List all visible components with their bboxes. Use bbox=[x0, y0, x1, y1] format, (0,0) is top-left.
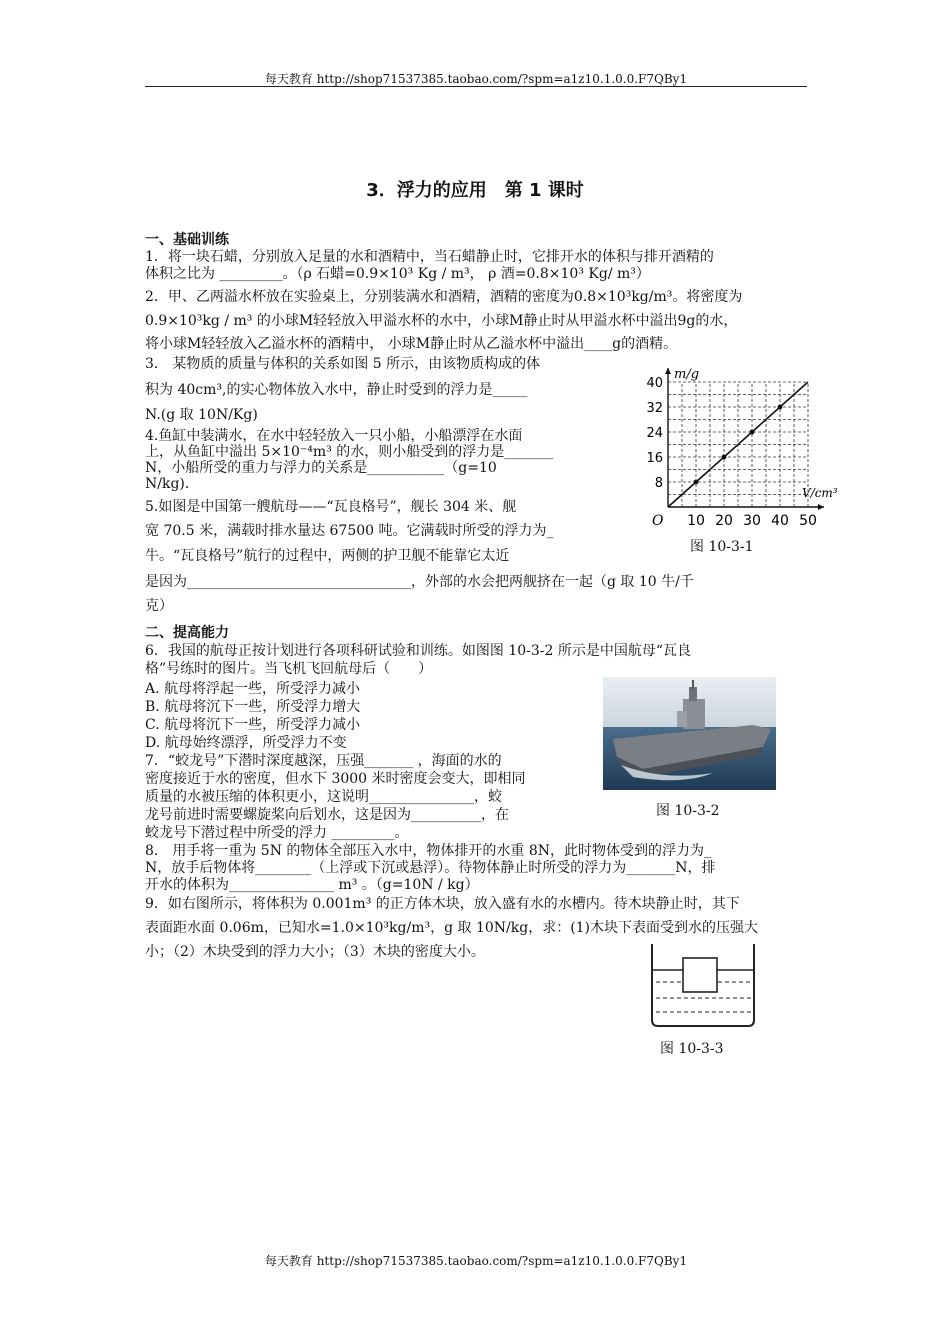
q6-option-c: C. 航母将沉下一些，所受浮力减小 bbox=[145, 717, 361, 733]
q4-line-4: N/kg)． bbox=[145, 476, 199, 492]
q6-option-d: D. 航母始终漂浮，所受浮力不变 bbox=[145, 735, 347, 751]
chart-y-arrow bbox=[665, 368, 671, 374]
q4-line-1: 4.鱼缸中装满水，在水中轻轻放入一只小船，小船漂浮在水面 bbox=[145, 428, 523, 444]
q3-line-3: N.(g 取 10N/Kg) bbox=[145, 407, 258, 423]
page-header: 每天教育 http://shop71537385.taobao.com/?spm=a1z10.1.0.0.F7QBy1 bbox=[264, 72, 688, 86]
chart-y-tick-label: 16 bbox=[646, 451, 663, 466]
chart-y-tick-label: 8 bbox=[654, 476, 663, 491]
mass-volume-chart bbox=[628, 362, 838, 530]
q9-line-1: 9．如右图所示，将体积为 0.001m³ 的正方体木块，放入盛有水的水槽内。待木块静止时，其下 bbox=[145, 896, 740, 912]
q7-line-1: 7．“蛟龙号”下潜时深度越深，压强_______ ，海面的水的 bbox=[145, 753, 502, 769]
chart-data-point bbox=[694, 480, 699, 485]
q7-line-2: 密度接近于水的密度，但水下 3000 米时密度会变大，即相同 bbox=[145, 771, 526, 787]
chart-data-point bbox=[750, 430, 755, 435]
chart-x-tick-label: 30 bbox=[743, 513, 761, 529]
q5-line-5: 克） bbox=[145, 598, 173, 614]
q5-line-2: 宽 70.5 米，满载时排水量达 67500 吨。它满载时所受的浮力为_ bbox=[145, 523, 554, 539]
q6-option-b: B. 航母将沉下一些，所受浮力增大 bbox=[145, 699, 361, 715]
chart-data-point bbox=[722, 455, 727, 460]
q2-line-1: 2．甲、乙两溢水杯放在实验桌上，分别装满水和酒精，酒精的密度为0.8×10³kg/m³。将密度为 bbox=[145, 289, 743, 305]
figure-2-caption: 图 10-3-2 bbox=[656, 803, 720, 819]
q2-line-3: 将小球M轻轻放入乙溢水杯的酒精中， 小球M静止时从乙溢水杯中溢出____g的酒精。 bbox=[145, 336, 678, 352]
q9-line-2: 表面距水面 0.06m，已知水=1.0×10³kg/m³，g 取 10N/kg，求：(1)木块下表面受到水的压强大 bbox=[145, 920, 759, 936]
q5-line-3: 牛。“瓦良格号”航行的过程中，两侧的护卫舰不能靠它太近 bbox=[145, 548, 510, 564]
q7-line-4: 龙号前进时需要螺旋桨向后划水，这是因为__________，在 bbox=[145, 807, 509, 823]
q3-line-1: 3． 某物质的质量与体积的关系如图 5 所示，由该物质构成的体 bbox=[145, 356, 541, 372]
q7-line-3: 质量的水被压缩的体积更小，这说明_______________，蛟 bbox=[145, 789, 502, 805]
q4-line-3: N，小船所受的重力与浮力的关系是___________（g=10 bbox=[145, 460, 497, 476]
chart-y-tick-label: 24 bbox=[646, 426, 663, 441]
q6-line-1: 6．我国的航母正按计划进行各项科研试验和训练。如图图 10-3-2 所示是中国航母“瓦良 bbox=[145, 643, 692, 659]
header-rule bbox=[145, 86, 807, 87]
chart-x-axis-label: V/cm³ bbox=[802, 486, 838, 500]
chart-x-arrow bbox=[818, 504, 824, 510]
section-advanced-heading: 二、提高能力 bbox=[145, 625, 229, 641]
q5-line-4: 是因为________________________________，外部的水会把两舰挤在一起（g 取 10 牛/千 bbox=[145, 574, 694, 590]
q1-line-2: 体积之比为 _________。（ρ 石蜡=0.9×10³ Kg / m³， ρ 酒=0.8×10³ Kg/ m³） bbox=[145, 266, 650, 282]
chart-x-tick-label: 50 bbox=[799, 513, 817, 529]
page-footer: 每天教育 http://shop71537385.taobao.com/?spm=a1z10.1.0.0.F7QBy1 bbox=[264, 1254, 688, 1268]
figure-1-caption: 图 10-3-1 bbox=[690, 539, 754, 555]
water-tank-diagram bbox=[648, 940, 758, 1028]
q8-line-3: 开水的体积为_______________ m³ 。（g=10N / kg） bbox=[145, 877, 479, 893]
q5-line-1: 5.如图是中国第一艘航母——“瓦良格号”，舰长 304 米、舰 bbox=[145, 499, 517, 515]
q6-line-2: 格”号练时的图片。当飞机飞回航母后（ ） bbox=[145, 661, 433, 677]
chart-y-tick-label: 32 bbox=[646, 401, 663, 416]
chart-origin-label: O bbox=[652, 513, 664, 529]
q4-line-2: 上，从鱼缸中溢出 5×10⁻⁴m³ 的水，则小船受到的浮力是_______ bbox=[145, 444, 554, 460]
q8-line-2: N，放手后物体将________（上浮或下沉或悬浮）。待物体静止时所受的浮力为_______N，排 bbox=[145, 860, 716, 876]
q7-line-5: 蛟龙号下潜过程中所受的浮力 _________。 bbox=[145, 825, 409, 841]
wood-block bbox=[683, 958, 717, 992]
q6-option-a: A. 航母将浮起一些，所受浮力减小 bbox=[145, 681, 361, 697]
chart-y-axis-label: m/g bbox=[674, 367, 700, 382]
q2-line-2: 0.9×10³kg / m³ 的小球M轻轻放入甲溢水杯的水中，小球M静止时从甲溢水杯中溢出9g的水， bbox=[145, 313, 738, 329]
q1-line-1: 1．将一块石蜡，分别放入足量的水和酒精中，当石蜡静止时，它排开水的体积与排开酒精的 bbox=[145, 249, 714, 265]
q8-line-1: 8． 用手将一重为 5N 的物体全部压入水中，物体排开的水重 8N，此时物体受到的浮力为_ bbox=[145, 843, 712, 859]
page-title: 3．浮力的应用 第 1 课时 bbox=[366, 180, 584, 201]
q9-line-3: 小；（2）木块受到的浮力大小；（3）木块的密度大小。 bbox=[145, 944, 485, 960]
section-basic-heading: 一、基础训练 bbox=[145, 232, 229, 248]
q3-line-2: 积为 40cm³,的实心物体放入水中，静止时受到的浮力是_____ bbox=[145, 382, 528, 398]
chart-x-tick-label: 20 bbox=[715, 513, 733, 529]
chart-x-tick-label: 10 bbox=[687, 513, 705, 529]
chart-y-tick-label: 40 bbox=[646, 376, 663, 391]
aircraft-carrier-photo bbox=[603, 677, 776, 790]
chart-x-tick-label: 40 bbox=[771, 513, 789, 529]
figure-3-caption: 图 10-3-3 bbox=[660, 1041, 724, 1057]
chart-data-point bbox=[778, 405, 783, 410]
